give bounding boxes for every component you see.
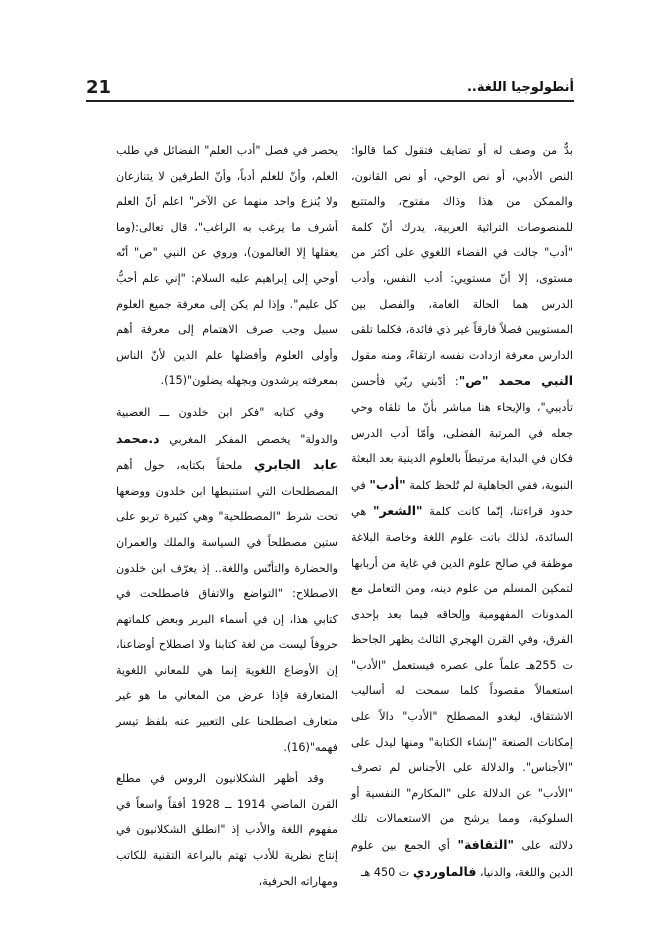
paragraph-adab-al-ilm (116, 138, 338, 394)
text-run: بدٌّ من وصف له أو تضايف فتقول كما قالوا: النص الأدبي، أو نص الوحي، أو نص القانون، والممكن من هذا وذاك مفتوح، والمتتبع للمنصوصات التراثية العربية، يدرك أنّ كلمة "أدب" جالت في الفضاء اللغوي على أكثر من مستوى، إلا أنّ مستويي: أدب النفس، وأدب الدرس هما الحالة العامة، والفصل بين المستويين فصلاً فارقاً غير ذي فائدة، فكلما تلقى الدارس معرفة ازدادت نفسه ارتقاءً، ومنه مقول (351, 144, 573, 362)
text-run: وقد أظهر الشكلانيون الروس في مطلع القرن الماضي (116, 772, 338, 811)
text-run: في حدود قراءتنا، إنّما كانت كلمة (351, 478, 574, 519)
footnote-ref: (16) (286, 740, 310, 754)
paragraph-russian-formalists (116, 766, 338, 894)
bold-word-shir: "الشعر" (372, 503, 423, 519)
text-run: وفي كتابه "فكر ابن خلدون ـــ العصبية والدولة" يخصص المفكر المغربي (116, 405, 338, 446)
paragraph-ibn-khaldun (116, 400, 338, 760)
text-run: أفقاً واسعاً في مفهوم اللغة والأدب إذ "انطلق الشكلانيون في إنتاج نظرية للأدب تهتم بالبراعة التقنية للكاتب ومهاراته الحرفية، (116, 797, 338, 888)
text-run: أي الجمع بين علوم الدين واللغة، والدنيا، (351, 839, 573, 879)
text-run: يحصر في فصل "أدب العلم" الفضائل في طلب العلم، وأنّ للعلم أدباً، وأنّ الطرفين لا يتنازعان ولا يُنزع واحد منهما عن الآخر" اعلم أنّ العلم أشرف ما يرغب به الراغب"، قال تعالى:(وما يعقلها إلا العالمون)، وروي عن النبي "ص" أنّه أوحي إلى إبراهيم عليه السلام: "إني علم أحبُّ كل عليم". وإذا لم يكن إلى معرفة جميع العلوم سبيل وجب صرف الاهتمام إلى معرفة أهم وأولى العلوم وأفضلها علم الدين لأنّ الناس بمعرفته يرشدون وبجهله يضلون" (116, 144, 338, 388)
bold-phrase-prophet: النبي محمد "ص" (458, 373, 573, 389)
running-header (86, 78, 574, 100)
bold-word-thaqafa: "الثقافة" (457, 837, 514, 853)
text-run: . (283, 740, 287, 754)
text-run: : أدّبني ربّي فأحسن تأديبي"، والإيحاء هنا مباشر بأنّ ما تلقاه وحي جعله في المرتبة الفضلى، وأمّا أدب الدرس فكان في البداية مرتبطاً بالعلوم الدينية بعد البعثة النبوية، ففي الجاهلية لم تُلحظ كلمة (351, 375, 573, 492)
text-run: . (160, 374, 165, 388)
text-run: ــ (219, 797, 237, 811)
page-number: 21 (86, 77, 112, 98)
year-number: 1928 (191, 797, 220, 811)
footnote-ref: (15) (164, 374, 188, 388)
header-rule (86, 100, 574, 102)
text-run: ت (395, 865, 413, 879)
bold-word-adab: "أدب" (369, 476, 406, 492)
year-number: 255 (535, 658, 557, 672)
bold-name-mawardi: فالماوردي (412, 863, 477, 879)
text-run: هـ علماً على عصره فيستعمل "الأدب" استعمالاً مقصوداً كلما سمحت له أساليب الاشتقاق، ليغدو المصطلح "الأدب" دالاً على إمكانات الصنعة "إنشاء الكتابة" ومنها ليدل على "الأجناس". والدلالة على الأجناس لم تصرف "الأدب" عن الدلالة على "المكارم" النفسية أو السلوكية، ومما يرشح من الاستعمالات تلك دلالته على (351, 658, 574, 853)
bold-name-jabri: د.محمد عابد الجابري (116, 430, 338, 473)
text-run: هي السائدة، لذلك باتت علوم اللغة وخاصة البلاغة موظفة في صالح علوم الدين في غاية من أربابها لتمكين المسلم من علوم دينه، ومن التعامل مع المدونات المفهومية وإلحاقه فيما بعد بإحدى الفرق، وفي القرن الهجري الثالث يظهر الجاحظ ت (351, 505, 573, 672)
year-number: 1914 (236, 797, 266, 811)
right-column (351, 138, 573, 878)
year-number: 450 (373, 865, 396, 879)
text-run: هـ (361, 865, 374, 879)
left-column (116, 138, 338, 888)
journal-title: أنطولوجيا اللغة.. (466, 80, 574, 95)
text-run: ملحقاً بكتابه، حول أهم المصطلحات التي استنبطها ابن خلدون ووضعها تحت شرط "المصطلحية" وهي كثيرة تربو على ستين مصطلحاً في السياسة والملك والعمران والحضارة والتأنّس واللغة.. إذ يعرّف ابن خلدون الاصطلاح: "التواضع والاتفاق فاصطلحت في كتابي هذا، إن في أسماء البربر وبعض كلماتهم حروفاً ليست من لغة كتابنا ولا اصطلاح أوضاعنا، إن الأوضاع اللغوية إنما هي للمعاني اللغوية المتعارفة فإذا عرض من المعاني ما هو غير متعارف اصطلحنا على التعبير عنه بلفظ تيسر فهمه" (116, 459, 338, 754)
paragraph-adab-levels (351, 138, 573, 885)
